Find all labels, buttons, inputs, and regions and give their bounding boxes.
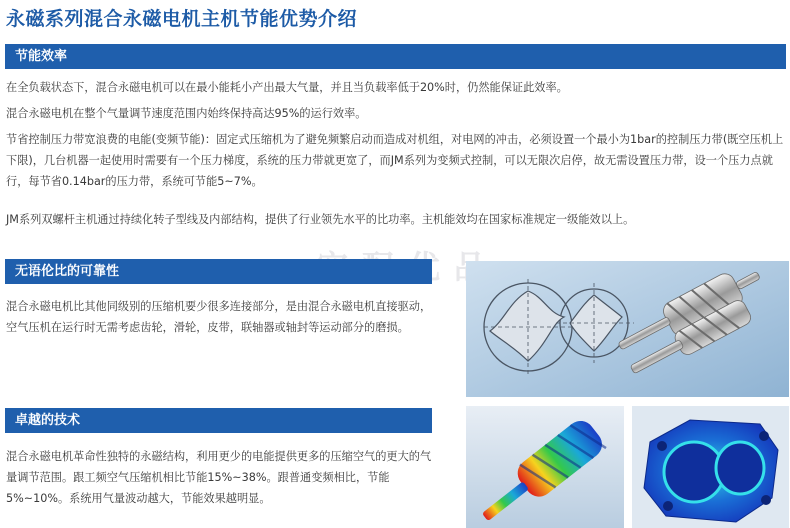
efficiency-paragraph-1: 在全负载状态下，混合永磁电机可以在最小能耗小产出最大气量，并且当负载率低于20%时，仍然能保证此效率。 xyxy=(6,81,568,94)
housing-simulation-image xyxy=(632,406,789,528)
efficiency-paragraph-3: 节省控制压力带宽浪费的电能(变频节能)：固定式压缩机为了避免频繁启动而造成对机组，对电网的冲击，必须设置一个最小为1bar的控制压力带(既空压机上下限)，几台机器一起使用时需要有一个压力梯度，系统的压力带就更宽了，而JM系列为变频式控制，可以无限次启停，故无需设置压力带，设一个压力点就行，每节省0.14bar的压力带，系统可节能5~7%。 xyxy=(6,133,784,188)
section-heading-technology: 卓越的技术 xyxy=(5,408,432,433)
efficiency-paragraph-4: JM系列双螺杆主机通过持续化转子型线及内部结构，提供了行业领先水平的比功率。主机能效均在国家标准规定一级能效以上。 xyxy=(6,213,635,226)
rotor-simulation-image xyxy=(466,406,624,528)
technology-paragraph: 混合永磁电机革命性独特的永磁结构，利用更少的电能提供更多的压缩空气的更大的气量调节范围。跟工频空气压缩机相比节能15%~38%。跟普通变频相比，节能5%~10%。系统用气量波动越大，节能效果越明显。 xyxy=(6,450,432,505)
rotor-profile-image xyxy=(466,261,789,397)
page-title: 永磁系列混合永磁电机主机节能优势介绍 xyxy=(6,8,358,30)
section-heading-reliability: 无语伦比的可靠性 xyxy=(5,259,432,284)
reliability-paragraph: 混合永磁电机比其他同级别的压缩机要少很多连接部分，是由混合永磁电机直接驱动，空气压机在运行时无需考虑齿轮，滑轮，皮带，联轴器或轴封等运动部分的磨损。 xyxy=(6,300,432,334)
section-heading-efficiency: 节能效率 xyxy=(5,44,786,69)
efficiency-paragraph-2: 混合永磁电机在整个气量调节速度范围内始终保持高达95%的运行效率。 xyxy=(6,107,367,120)
